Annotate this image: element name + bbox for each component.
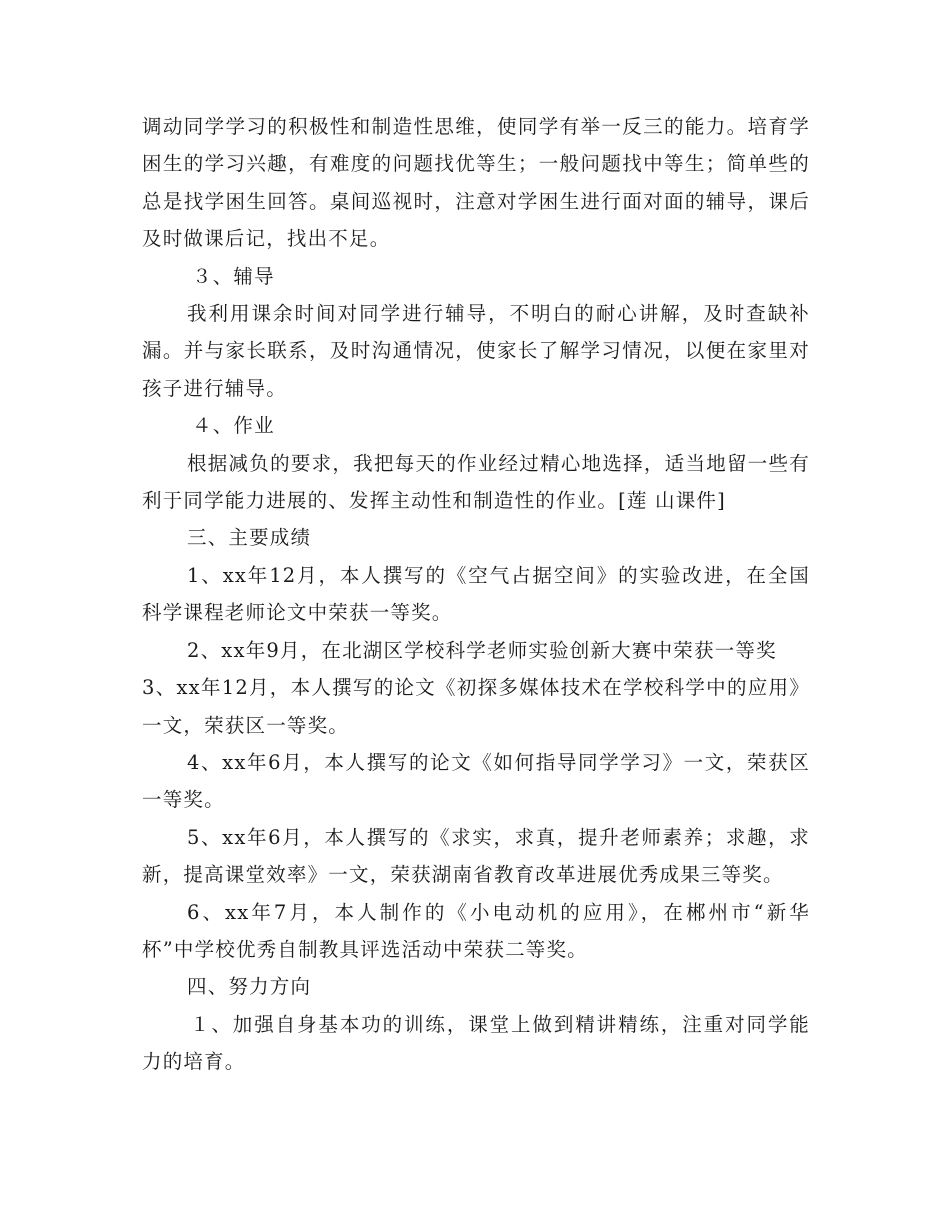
achievement-item-2: 2、xx年9月，在北湖区学校科学老师实验创新大赛中荣获一等奖: [187, 638, 777, 662]
paragraph-homework: 根据减负的要求，我把每天的作业经过精心地选择，适当地留一些有利于同学能力进展的、发挥主动性和制造性的作业。[莲 山课件]: [142, 451, 810, 513]
paragraph-teaching-method: 调动同学学习的积极性和制造性思维，使同学有举一反三的能力。培育学困生的学习兴趣，有难度的问题找优等生；一般问题找中等生；简单些的总是找学困生回答。桌间巡视时，注意对学困生进行面对面的辅导，课后及时做课后记，找出不足。: [142, 115, 810, 251]
document-body: [142, 108, 810, 1081]
section-heading-homework: ４、作业: [192, 414, 275, 438]
achievement-item-6: 6、xx年7月，本人制作的《小电动机的应用》，在郴州市“新华杯”中学校优秀自制教具评选活动中荣获二等奖。: [142, 900, 810, 961]
achievement-item-4: 4、xx年6月，本人撰写的论文《如何指导同学学习》一文，荣获区一等奖。: [142, 750, 810, 812]
section-heading-achievements: 三、主要成绩: [187, 526, 312, 550]
paragraph-tutoring: 我利用课余时间对同学进行辅导，不明白的耐心讲解，及时查缺补漏。并与家长联系，及时沟通情况，使家长了解学习情况，以便在家里对孩子进行辅导。: [142, 302, 810, 400]
achievement-item-1: 1、xx年12月，本人撰写的《空气占据空间》的实验改进，在全国科学课程老师论文中荣获一等奖。: [142, 563, 810, 625]
direction-item-1: １、加强自身基本功的训练，课堂上做到精讲精练，注重对同学能力的培育。: [142, 1012, 810, 1074]
section-heading-tutoring: ３、辅导: [192, 264, 275, 288]
section-heading-direction: 四、努力方向: [187, 975, 312, 999]
achievement-item-5: 5、xx年6月，本人撰写的《求实，求真，提升老师素养；求趣，求新，提高课堂效率》一文，荣获湖南省教育改革进展优秀成果三等奖。: [142, 825, 810, 887]
achievement-item-3: 3、xx年12月，本人撰写的论文《初探多媒体技术在学校科学中的应用》一文，荣获区一等奖。: [142, 676, 810, 737]
